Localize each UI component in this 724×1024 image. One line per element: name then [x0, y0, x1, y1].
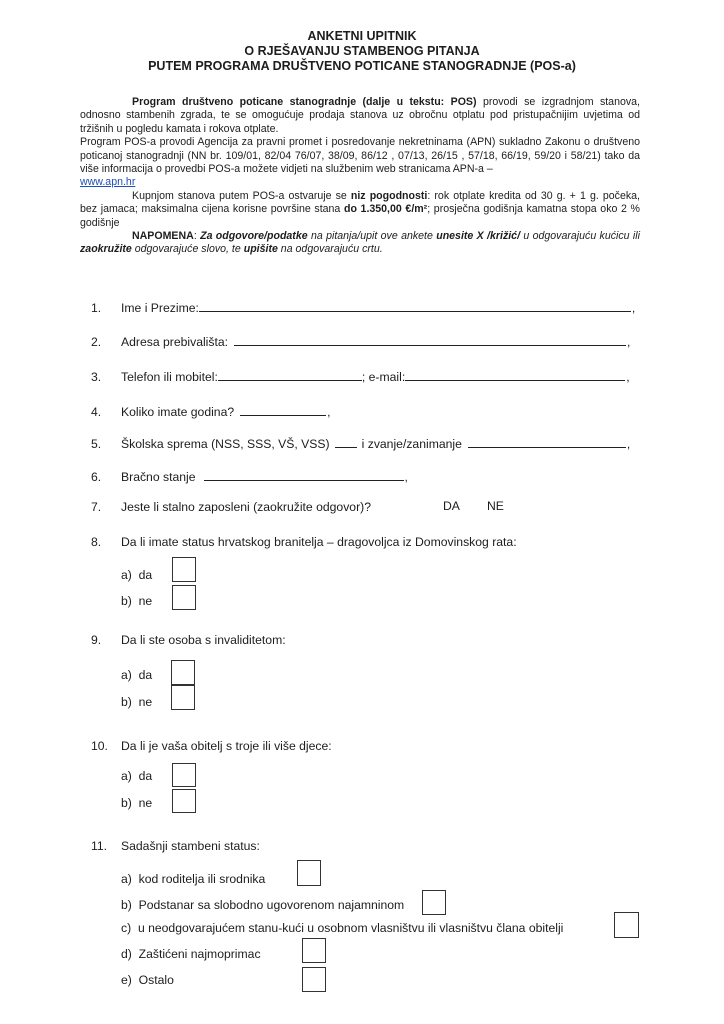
question-number: 6.	[91, 470, 102, 484]
question-children	[91, 738, 332, 754]
option-text: Zaštićeni najmoprimac	[138, 947, 261, 961]
punctuation: ,	[404, 470, 408, 484]
children-no-checkbox[interactable]	[172, 789, 196, 813]
option-letter: a)	[121, 668, 132, 682]
occupation-input-line[interactable]	[468, 435, 626, 448]
option-housing-tenant	[121, 897, 404, 913]
question-number: 4.	[91, 405, 102, 419]
children-yes-checkbox[interactable]	[172, 763, 196, 787]
name-input-line[interactable]	[199, 299, 631, 312]
intro-p1-bold: Program društveno poticane stanogradnje (dalje u tekstu: POS)	[132, 96, 477, 108]
question-number: 5.	[91, 437, 102, 451]
housing-parents-checkbox[interactable]	[297, 860, 321, 886]
option-letter: a)	[121, 769, 132, 783]
option-letter: b)	[121, 796, 132, 810]
option-housing-other	[121, 972, 174, 988]
intro-p3-bold-2: do 1.350,00 €/m²	[343, 203, 428, 216]
option-disability-no	[121, 694, 152, 710]
option-text: Podstanar sa slobodno ugovorenom najamninom	[138, 898, 405, 912]
question-contact	[91, 368, 630, 385]
occupation-label: i zvanje/zanimanje	[361, 437, 462, 451]
email-input-line[interactable]	[405, 368, 625, 381]
intro-paragraph-1	[80, 96, 640, 136]
disability-no-checkbox[interactable]	[171, 685, 195, 710]
punctuation: ,	[631, 301, 636, 315]
phone-input-line[interactable]	[218, 368, 362, 381]
option-text: kod roditelja ili srodnika	[138, 872, 266, 886]
question-address	[91, 333, 630, 350]
option-letter: e)	[121, 973, 132, 987]
education-level-input-line[interactable]	[335, 435, 357, 448]
intro-p3-c: ; prosječna godišnja kamatna stopa oko 2 % godišnje	[80, 203, 640, 229]
option-letter: a)	[121, 568, 132, 582]
question-marital-status	[91, 468, 408, 485]
option-housing-parents	[121, 871, 265, 887]
note-text-4: na odgovarajuću crtu.	[277, 243, 383, 256]
question-label: Jeste li stalno zaposleni (zaokružite odgovor)?	[121, 500, 371, 514]
question-number: 2.	[91, 335, 102, 349]
document-title-line-2: O RJEŠAVANJU STAMBENOG PITANJA	[244, 44, 480, 58]
question-label: Da li je vaša obitelj s troje ili više djece:	[121, 739, 332, 753]
question-education	[91, 435, 630, 452]
intro-p2-text: Program POS-a provodi Agencija za pravni promet i posredovanje nekretninama (APN) sukladno Zakonu o društveno poticanoj stanogradnji (NN br. 109/01, 82/04 76/07, 38/09, 86/12 , 07/13, 26/15 , 57/18, 66/19, 59/20 i 58/21) tako da više informacija o provedbi POS-a možete vidjeti na službenim web stranicama APN-a –	[80, 136, 640, 176]
question-number: 1.	[91, 301, 102, 315]
question-age	[91, 403, 331, 420]
option-veteran-no	[121, 593, 152, 609]
document-title-line-1: ANKETNI UPITNIK	[307, 29, 417, 43]
option-letter: a)	[121, 872, 132, 886]
answer-yes[interactable]: DA	[443, 499, 460, 513]
housing-inadequate-checkbox[interactable]	[614, 912, 639, 938]
note-bold-2: unesite X /križić/	[436, 230, 521, 243]
option-disability-yes	[121, 667, 152, 683]
option-text: ne	[138, 796, 153, 810]
answer-no[interactable]: NE	[487, 499, 504, 513]
intro-text	[80, 96, 640, 257]
question-label: Sadašnji stambeni status:	[121, 839, 260, 853]
question-name	[91, 299, 635, 316]
option-children-no	[121, 795, 152, 811]
note-bold-4: upišite	[243, 243, 278, 256]
option-text: da	[138, 769, 153, 783]
option-text: Ostalo	[138, 973, 174, 987]
punctuation: ,	[626, 370, 630, 384]
document-title-line-3: PUTEM PROGRAMA DRUŠTVENO POTICANE STANOGRADNJE (POS-a)	[148, 59, 576, 73]
veteran-no-checkbox[interactable]	[172, 585, 196, 610]
question-disability	[91, 632, 286, 648]
housing-tenant-checkbox[interactable]	[422, 890, 446, 915]
question-label: Koliko imate godina?	[121, 405, 235, 419]
punctuation: ,	[626, 437, 631, 451]
option-text: da	[138, 568, 153, 582]
question-label: Bračno stanje	[121, 470, 196, 484]
note-label: NAPOMENA	[132, 230, 194, 243]
question-number: 9.	[91, 633, 102, 647]
apn-website-link[interactable]: www.apn.hr	[80, 176, 136, 189]
option-housing-inadequate	[121, 920, 563, 936]
option-text: u neodgovarajućem stanu-kući u osobnom vlasništvu ili vlasništvu člana obitelji	[137, 921, 564, 935]
question-number: 11.	[91, 839, 108, 853]
question-label: Da li ste osoba s invaliditetom:	[121, 633, 286, 647]
housing-other-checkbox[interactable]	[302, 967, 326, 992]
note-text-2: u odgovarajuću kućicu ili	[520, 230, 640, 243]
question-veteran-status	[91, 534, 517, 550]
note-bold-1: Za odgovore/podatke	[200, 230, 308, 243]
option-letter: d)	[121, 947, 132, 961]
question-number: 8.	[91, 535, 102, 549]
question-employment	[91, 499, 371, 515]
intro-p3-bold-1: niz pogodnosti	[350, 189, 428, 202]
option-housing-protected-tenant	[121, 946, 261, 962]
housing-protected-tenant-checkbox[interactable]	[302, 938, 326, 963]
option-letter: b)	[121, 594, 132, 608]
question-label: Ime i Prezime:	[121, 301, 199, 315]
option-letter: c)	[121, 921, 132, 935]
note-text-3: odgovarajuće slovo, te	[131, 243, 244, 256]
question-number: 7.	[91, 500, 102, 514]
veteran-yes-checkbox[interactable]	[172, 557, 196, 582]
intro-paragraph-3	[80, 190, 640, 230]
option-text: da	[138, 668, 153, 682]
email-label: ; e-mail:	[361, 370, 406, 384]
note-colon: :	[193, 230, 201, 243]
question-label: Da li imate status hrvatskog branitelja – dragovoljca iz Domovinskog rata:	[121, 535, 517, 549]
age-input-line[interactable]	[240, 403, 326, 416]
question-housing-status	[91, 838, 260, 854]
question-number: 3.	[91, 370, 102, 384]
intro-paragraph-2	[80, 136, 640, 190]
question-label: Školska sprema (NSS, SSS, VŠ, VSS)	[121, 437, 330, 451]
option-children-yes	[121, 768, 152, 784]
note-text-1: na pitanja/upit ove ankete	[307, 230, 437, 243]
intro-p3-b: : rok otplate kredita od 30 g. + 1 g. počeka, bez jamaca; maksimalna cijena korisne površine stana	[80, 189, 640, 216]
note-bold-3: zaokružite	[80, 243, 132, 256]
address-input-line[interactable]	[234, 333, 626, 346]
question-label: Telefon ili mobitel:	[121, 370, 218, 384]
option-text: ne	[138, 594, 153, 608]
option-veteran-yes	[121, 567, 152, 583]
option-text: ne	[138, 695, 153, 709]
note-paragraph	[80, 230, 640, 257]
marital-status-input-line[interactable]	[204, 468, 404, 481]
punctuation: ,	[327, 405, 331, 419]
intro-p1-rest: provodi se izgradnjom stanova, odnosno stambenih zgrada, te se omogućuje prodaja stanova uz obročnu otplatu pod pristupačnijim uvjetima od tržišnih u pogledu kamata i rokova otplate.	[80, 96, 640, 135]
option-letter: b)	[121, 695, 132, 709]
question-label: Adresa prebivališta:	[121, 335, 229, 349]
option-letter: b)	[121, 898, 132, 912]
question-number: 10.	[91, 739, 108, 753]
intro-p3-a: Kupnjom stanova putem POS-a ostvaruje se	[132, 189, 351, 202]
punctuation: ,	[627, 335, 631, 349]
disability-yes-checkbox[interactable]	[171, 660, 195, 685]
